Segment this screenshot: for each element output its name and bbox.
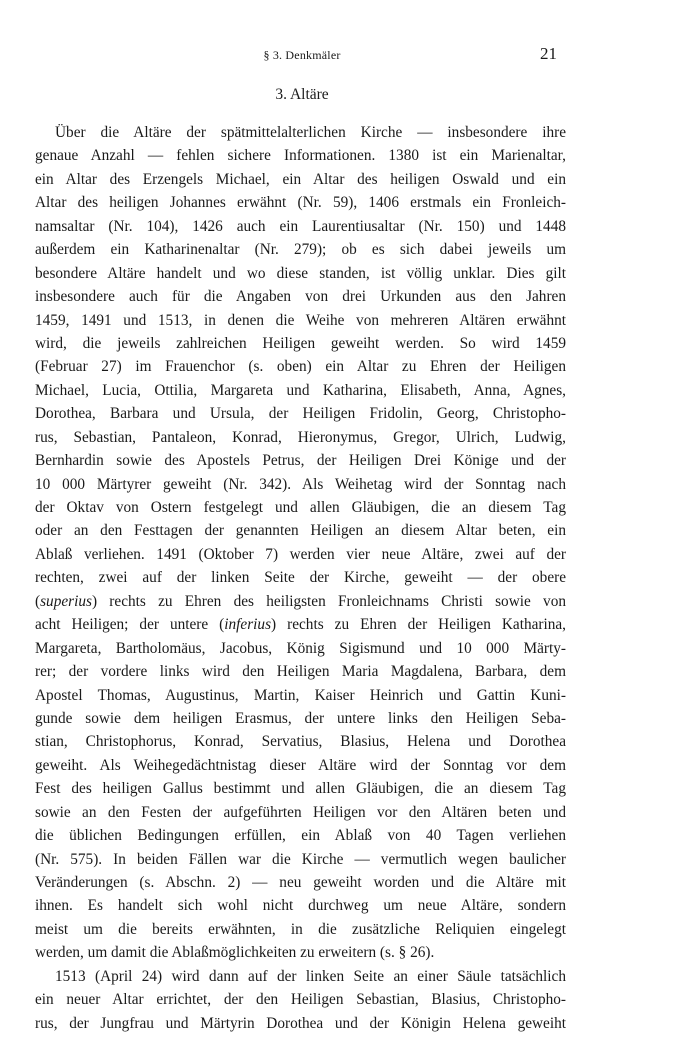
text-line	[35, 613, 566, 636]
text-segment: ) rechts zu Ehren des heiligsten Fronleichnams Christi sowie von	[91, 592, 566, 610]
italic-term: inferius	[224, 616, 272, 634]
text-line	[35, 590, 566, 613]
text-line: Margareta, Bartholomäus, Jacobus, König Sigismund und 10 000 Märty-	[35, 639, 566, 657]
italic-term: superius	[40, 592, 92, 610]
text-line: namsaltar (Nr. 104), 1426 auch ein Laurentiusaltar (Nr. 150) und 1448	[35, 217, 566, 235]
running-title: § 3. Denkmäler	[263, 48, 341, 62]
text-line: geweiht. Als Weihegedächtnistag dieser Altäre wird der Sonntag vor dem	[35, 756, 566, 774]
text-line: Fest des heiligen Gallus bestimmt und allen Gläubigen, die an diesem Tag	[35, 780, 566, 798]
text-line: wird, die jeweils zahlreichen Heiligen geweiht werden. So wird 1459	[35, 334, 566, 352]
text-line: Dorothea, Barbara und Ursula, der Heiligen Fridolin, Georg, Christopho-	[35, 405, 566, 423]
text-line: genaue Anzahl — fehlen sichere Informationen. 1380 ist ein Marienaltar,	[35, 147, 566, 165]
text-line: ein Altar des Erzengels Michael, ein Altar des heiligen Oswald und ein	[35, 170, 566, 188]
text-line: 1459, 1491 und 1513, in denen die Weihe von mehreren Altären erwähnt	[35, 311, 566, 329]
text-line: besondere Altäre handelt und wo diese standen, ist völlig unklar. Dies gilt	[35, 264, 566, 282]
text-segment: acht Heiligen; der untere (	[35, 616, 225, 634]
running-head	[0, 44, 700, 68]
body-text	[35, 121, 566, 1035]
text-line: rechten, zwei auf der linken Seite der Kirche, geweiht — der obere	[35, 569, 566, 587]
text-line: außerdem ein Katharinenaltar (Nr. 279); ob es sich dabei jeweils um	[35, 241, 566, 259]
text-line: Ablaß verliehen. 1491 (Oktober 7) werden vier neue Altäre, zwei auf der	[35, 545, 566, 563]
text-line: ihnen. Es handelt sich wohl nicht durchweg um neue Altäre, sondern	[35, 897, 566, 915]
text-line: die üblichen Bedingungen erfüllen, ein Ablaß von 40 Tagen verliehen	[35, 827, 566, 845]
text-line: der Oktav von Ostern festgelegt und allen Gläubigen, die an diesem Tag	[35, 499, 566, 516]
text-line: Altar des heiligen Johannes erwähnt (Nr. 59), 1406 erstmals ein Fronleich-	[35, 194, 566, 212]
text-line: (Nr. 575). In beiden Fällen war die Kirche — vermutlich wegen baulicher	[35, 850, 566, 868]
section-heading: 3. Altäre	[275, 86, 329, 103]
text-line: rus, der Jungfrau und Märtyrin Dorothea und der Königin Helena geweiht	[35, 1014, 566, 1032]
text-line: Bernhardin sowie des Apostels Petrus, der Heiligen Drei Könige und der	[35, 452, 566, 470]
text-line: Apostel Thomas, Augustinus, Martin, Kaiser Heinrich und Gattin Kuni-	[35, 686, 566, 704]
text-line: sowie an den Festen der aufgeführten Heiligen vor den Altären beten und	[35, 803, 566, 821]
text-line: Michael, Lucia, Ottilia, Margareta und Katharina, Elisabeth, Anna, Agnes,	[35, 381, 566, 399]
text-line: rus, Sebastian, Pantaleon, Konrad, Hieronymus, Gregor, Ulrich, Ludwig,	[35, 428, 566, 446]
text-line: oder an den Festtagen der genannten Heiligen an diesem Altar beten, ein	[35, 522, 566, 540]
text-segment: ) rechts zu Ehren der Heiligen Katharina,	[271, 616, 566, 634]
text-line: gunde sowie dem heiligen Erasmus, der untere links den Heiligen Seba-	[35, 709, 566, 727]
text-line: Über die Altäre der spätmittelalterlichen Kirche — insbesondere ihre	[55, 124, 566, 141]
text-line: rer; der vordere links wird den Heiligen Maria Magdalena, Barbara, dem	[35, 663, 566, 681]
page-number: 21	[540, 44, 557, 63]
text-line: meist um die bereits erwähnten, in die zusätzliche Reliquien eingelegt	[35, 920, 566, 938]
text-line: 10 000 Märtyrer geweiht (Nr. 342). Als Weihetag wird der Sonntag nach	[35, 475, 566, 493]
text-line: stian, Christophorus, Konrad, Servatius, Blasius, Helena und Dorothea	[35, 733, 566, 751]
text-line: werden, um damit die Ablaßmöglichkeiten zu erweitern (s. § 26).	[35, 944, 435, 962]
text-line: Veränderungen (s. Abschn. 2) — neu geweiht worden und die Altäre mit	[35, 874, 566, 891]
text-line: insbesondere auch für die Angaben von drei Urkunden aus den Jahren	[35, 288, 566, 306]
text-line: 1513 (April 24) wird dann auf der linken Seite an einer Säule tatsächlich	[55, 967, 566, 985]
text-segment: (	[35, 592, 41, 610]
text-line: (Februar 27) im Frauenchor (s. oben) ein Altar zu Ehren der Heiligen	[35, 358, 566, 376]
text-line: ein neuer Altar errichtet, der den Heiligen Sebastian, Blasius, Christopho-	[35, 991, 566, 1009]
